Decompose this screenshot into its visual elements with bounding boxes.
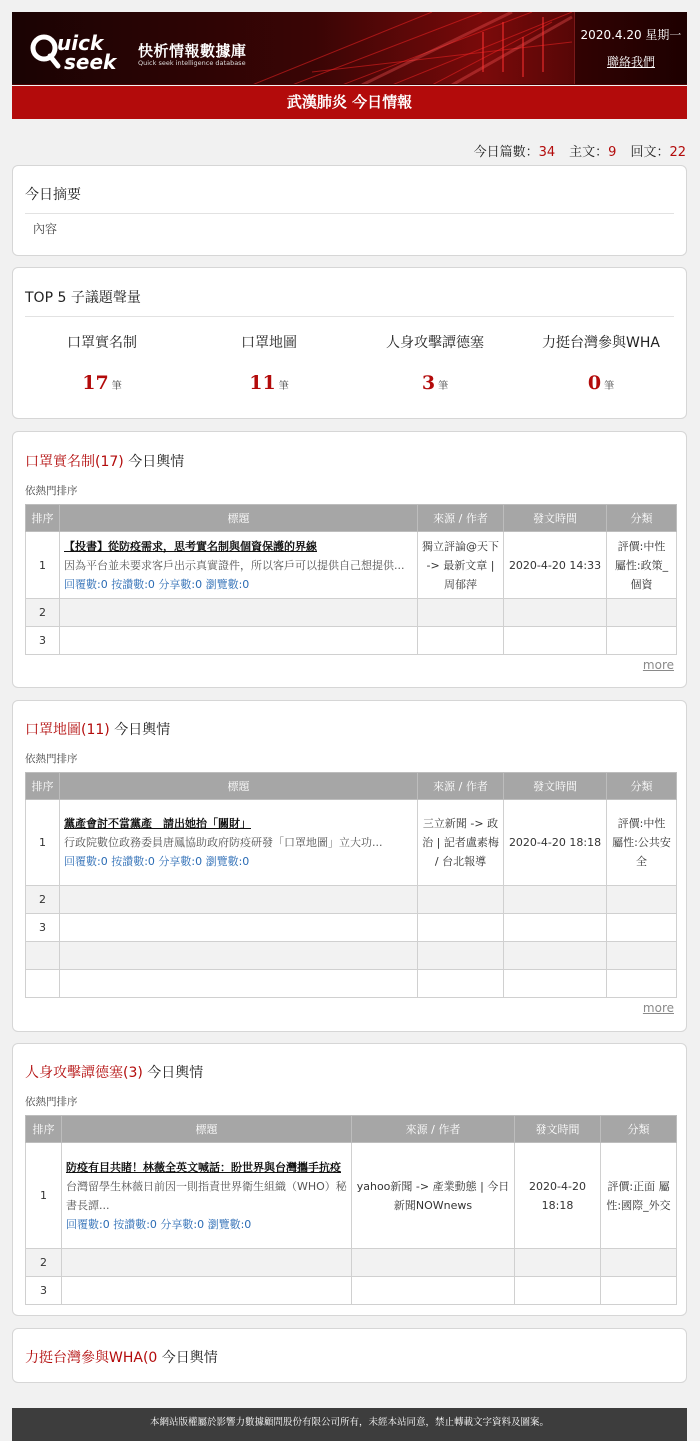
- current-date: 2020.4.20 星期一: [580, 28, 682, 42]
- topic-section: [12, 431, 687, 688]
- section-title-suffix: 今日輿情: [142, 1065, 204, 1081]
- section-topic: 力挺台灣參與WHA(0: [25, 1350, 158, 1366]
- table-row: [26, 532, 677, 599]
- row-rank: 1: [26, 532, 60, 599]
- quickseek-logo-mark: [28, 26, 136, 74]
- table-row: [26, 914, 677, 942]
- col-category: 分類: [601, 1116, 677, 1143]
- top5-item[interactable]: [351, 332, 519, 394]
- top5-item-name: 人身攻擊譚德塞: [386, 335, 484, 351]
- topic-section: [12, 1328, 687, 1383]
- row-source: 三立新聞 -> 政治 | 記者盧素梅 / 台北報導: [418, 800, 504, 886]
- top5-item-unit: 筆: [111, 381, 122, 392]
- article-engagement: 回覆數:0 按讚數:0 分享數:0 瀏覽數:0: [64, 577, 250, 591]
- sort-label: 依熱門排序: [25, 1096, 78, 1108]
- row-rank: 3: [26, 627, 60, 655]
- daily-stats: [474, 141, 686, 160]
- row-rank: 3: [26, 914, 60, 942]
- row-rank: 3: [26, 1277, 62, 1305]
- top5-item-count: 17: [82, 372, 109, 394]
- section-title: [25, 719, 170, 739]
- col-category: 分類: [607, 505, 677, 532]
- page-title: 武漢肺炎 今日情報: [12, 86, 687, 119]
- table-header-row: [26, 505, 677, 532]
- article-title-link[interactable]: 防疫有目共睹！林薇全英文喊話：盼世界與台灣攜手抗疫: [66, 1160, 341, 1174]
- col-rank: 排序: [26, 505, 60, 532]
- col-time: 發文時間: [504, 505, 607, 532]
- sort-label: 依熱門排序: [25, 753, 78, 765]
- table-row: [26, 1249, 677, 1277]
- svg-text:uick: uick: [57, 31, 104, 55]
- top5-heading: TOP 5 子議題聲量: [25, 287, 674, 317]
- total-label: 今日篇數：: [473, 145, 539, 160]
- row-rank: 1: [26, 1143, 62, 1249]
- section-title: [25, 1347, 218, 1367]
- table-row: [26, 886, 677, 914]
- top5-item-count: 0: [587, 372, 602, 394]
- site-logo[interactable]: [28, 26, 248, 74]
- top5-item-count: 11: [249, 372, 276, 394]
- top5-item[interactable]: [517, 332, 685, 394]
- contact-us-link[interactable]: 聯絡我們: [606, 55, 655, 69]
- summary-heading: 今日摘要: [25, 184, 674, 214]
- section-title-suffix: 今日輿情: [157, 1350, 218, 1366]
- row-rank: [26, 942, 60, 970]
- col-title: 標題: [60, 773, 418, 800]
- col-rank: 排序: [26, 1116, 62, 1143]
- section-title: [25, 451, 184, 471]
- col-category: 分類: [607, 773, 677, 800]
- table-row: [26, 800, 677, 886]
- row-rank: [26, 970, 60, 998]
- top5-item-unit: 筆: [278, 381, 289, 392]
- opinion-table: [25, 772, 677, 998]
- topic-section: [12, 700, 687, 1032]
- row-source: yahoo新聞 -> 產業動態 | 今日新聞NOWnews: [352, 1143, 515, 1249]
- opinion-table: [25, 504, 677, 655]
- row-rank: 2: [26, 886, 60, 914]
- row-time: 2020-4-20 18:18: [515, 1143, 601, 1249]
- top5-item-unit: 筆: [438, 381, 449, 392]
- row-article: [60, 800, 418, 886]
- col-source: 來源 / 作者: [418, 505, 504, 532]
- col-rank: 排序: [26, 773, 60, 800]
- top5-panel: [12, 267, 687, 419]
- reply-count: 22: [669, 145, 686, 160]
- section-title: [25, 1062, 203, 1082]
- site-footer: 本網站版權屬於影響力數據顧問股份有限公司所有，未經本站同意，禁止轉載文字資料及圖案。: [12, 1408, 687, 1441]
- col-time: 發文時間: [515, 1116, 601, 1143]
- total-count: 34: [538, 145, 556, 160]
- section-topic: 口罩實名制(17): [25, 454, 124, 470]
- brand-subtitle: Quick seek intelligence database: [138, 59, 246, 67]
- row-article: [60, 532, 418, 599]
- sort-label: 依熱門排序: [25, 485, 78, 497]
- table-row: [26, 1143, 677, 1249]
- row-rank: 2: [26, 599, 60, 627]
- col-title: 標題: [60, 505, 418, 532]
- opinion-table: [25, 1115, 677, 1305]
- col-source: 來源 / 作者: [352, 1116, 515, 1143]
- article-engagement: 回覆數:0 按讚數:0 分享數:0 瀏覽數:0: [64, 855, 250, 868]
- table-row: [26, 599, 677, 627]
- more-link[interactable]: more: [642, 658, 674, 672]
- article-title-link[interactable]: 黨產會討不當黨產 請出她抬「關財」: [64, 817, 251, 830]
- section-title-suffix: 今日輿情: [123, 454, 185, 470]
- row-time: 2020-4-20 14:33: [504, 532, 607, 599]
- top5-item-name: 口罩地圖: [241, 335, 297, 351]
- row-source: 獨立評論@天下 -> 最新文章 | 周郁萍: [418, 532, 504, 599]
- table-header-row: [26, 773, 677, 800]
- table-row: [26, 942, 677, 970]
- row-time: 2020-4-20 18:18: [504, 800, 607, 886]
- brand-name: 快析情報數據庫: [138, 42, 247, 60]
- svg-text:seek: seek: [64, 50, 117, 74]
- top5-item-name: 力挺台灣參與WHA: [542, 335, 660, 351]
- table-row: [26, 970, 677, 998]
- section-title-suffix: 今日輿情: [109, 722, 171, 738]
- top5-item[interactable]: [185, 332, 353, 394]
- row-category: 評價:中性 屬性:政策_個資: [607, 532, 677, 599]
- row-article: [62, 1143, 352, 1249]
- top5-item[interactable]: [18, 332, 186, 394]
- col-title: 標題: [62, 1116, 352, 1143]
- topic-section: [12, 1043, 687, 1316]
- header-info: [574, 12, 687, 85]
- row-category: 評價:中性 屬性:公共安全: [607, 800, 677, 886]
- article-excerpt: 台灣留學生林薇日前因一則指責世界衛生組織（WHO）秘書長譚...: [66, 1179, 347, 1212]
- summary-panel: [12, 165, 687, 256]
- top5-item-count: 3: [421, 372, 436, 394]
- summary-content: 內容: [33, 222, 58, 236]
- row-rank: 2: [26, 1249, 62, 1277]
- row-rank: 1: [26, 800, 60, 886]
- table-row: [26, 627, 677, 655]
- main-count: 9: [608, 145, 617, 160]
- article-excerpt: 行政院數位政務委員唐鳳協助政府防疫研發「口罩地圖」立大功...: [64, 836, 383, 849]
- table-header-row: [26, 1116, 677, 1143]
- col-source: 來源 / 作者: [418, 773, 504, 800]
- top5-item-name: 口罩實名制: [67, 335, 137, 351]
- row-category: 評價:正面 屬性:國際_外交: [601, 1143, 677, 1249]
- article-excerpt: 因為平台並未要求客戶出示真實證件，所以客戶可以提供自己想提供...: [64, 558, 405, 572]
- main-label: 主文：: [569, 145, 609, 160]
- site-header: [12, 12, 687, 85]
- section-topic: 人身攻擊譚德塞(3): [25, 1065, 143, 1081]
- section-topic: 口罩地圖(11): [25, 722, 110, 738]
- more-link[interactable]: more: [642, 1001, 674, 1015]
- reply-label: 回文：: [630, 145, 670, 160]
- table-row: [26, 1277, 677, 1305]
- article-engagement: 回覆數:0 按讚數:0 分享數:0 瀏覽數:0: [66, 1217, 252, 1231]
- col-time: 發文時間: [504, 773, 607, 800]
- article-title-link[interactable]: 【投書】從防疫需求，思考實名制與個資保護的界線: [64, 539, 317, 553]
- top5-item-unit: 筆: [604, 381, 615, 392]
